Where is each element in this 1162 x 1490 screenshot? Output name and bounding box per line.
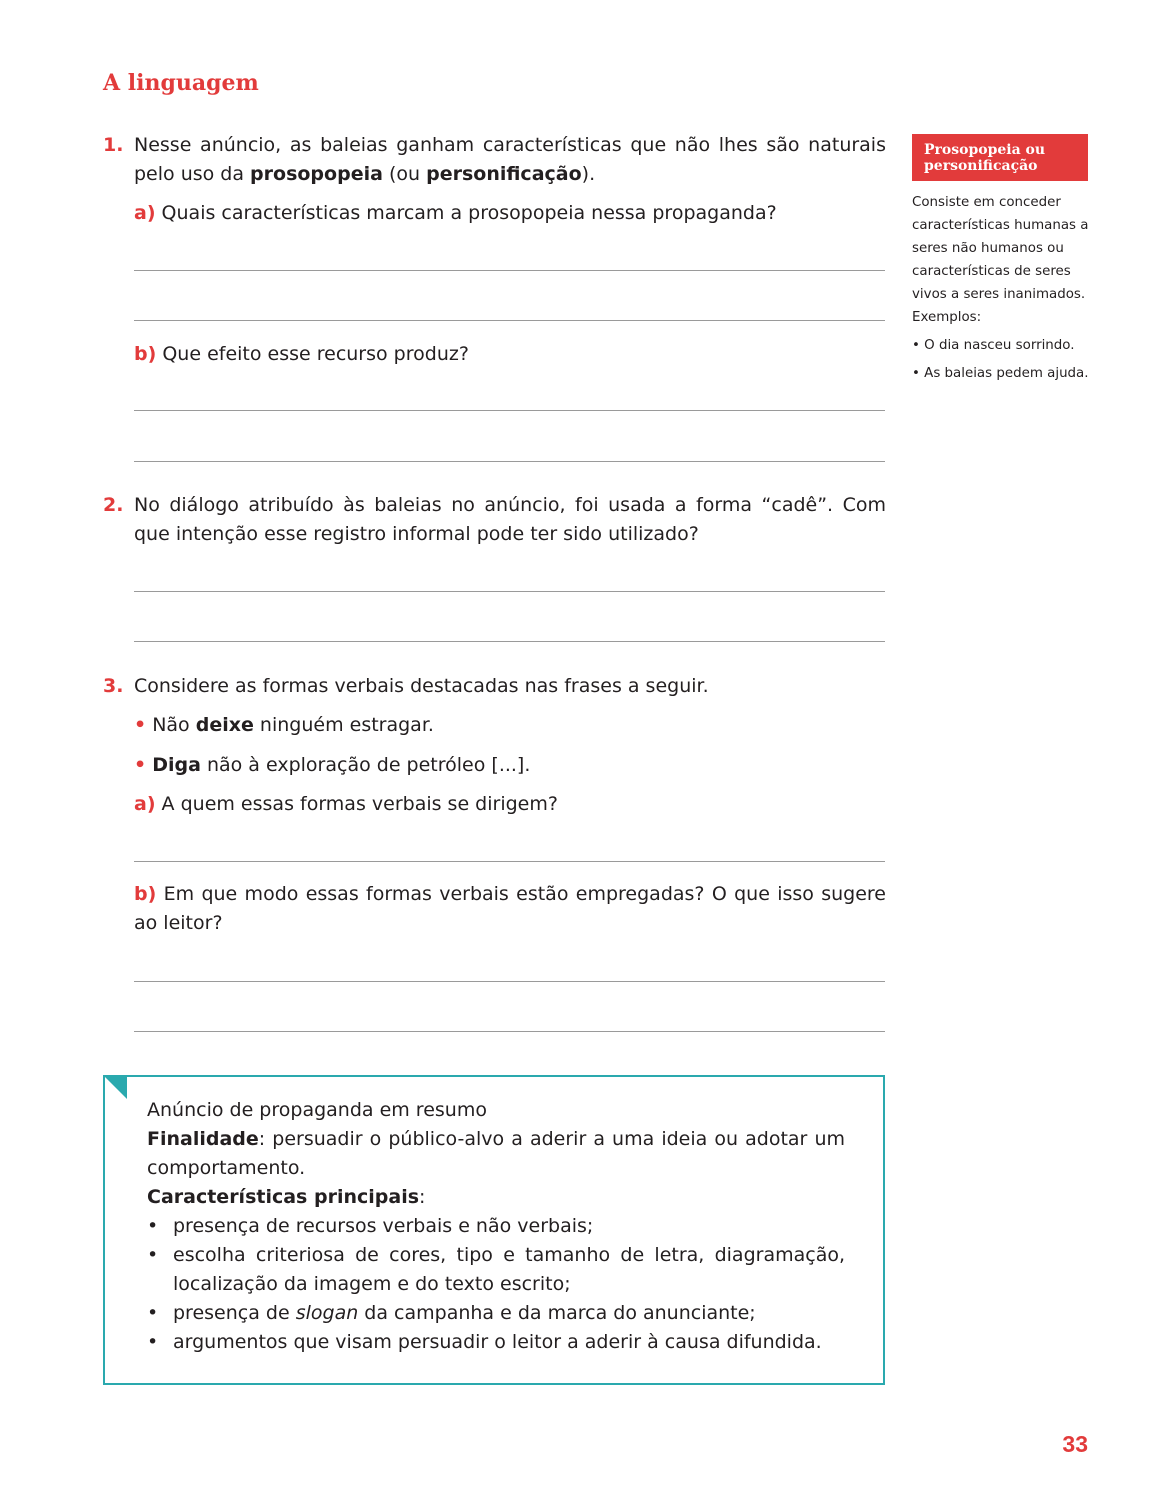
section-title: A linguagem bbox=[103, 70, 259, 96]
summary-title: Anúncio de propaganda em resumo bbox=[147, 1099, 487, 1121]
text-segment: não à exploração de petróleo [...]. bbox=[200, 754, 531, 776]
answer-line[interactable] bbox=[134, 461, 885, 462]
text-segment: Não bbox=[152, 714, 196, 736]
list-item bbox=[147, 1299, 845, 1328]
list-item: • argumentos que visam persuadir o leitor a aderir à causa difundida. bbox=[147, 1328, 845, 1357]
question-text: Considere as formas verbais destacadas nas frases a seguir. bbox=[134, 675, 709, 697]
glossary-body bbox=[912, 191, 1094, 385]
answer-line[interactable] bbox=[134, 861, 885, 862]
glossary-example: • O dia nasceu sorrindo. bbox=[912, 338, 1075, 353]
subquestion-a bbox=[134, 199, 886, 228]
question-number: 3. bbox=[103, 675, 124, 697]
text-segment: presença de bbox=[173, 1302, 296, 1324]
question-text bbox=[134, 131, 886, 189]
example-sentence-1 bbox=[134, 711, 886, 740]
subquestion-letter: b) bbox=[134, 343, 157, 365]
text-segment: Nesse anúncio, as baleias ganham características que não lhes são naturais pelo uso da bbox=[134, 134, 886, 185]
text-segment: : bbox=[419, 1186, 426, 1208]
summary-purpose bbox=[147, 1125, 845, 1183]
keyword: deixe bbox=[195, 714, 254, 736]
subquestion-text: Quais características marcam a prosopopeia nessa propaganda? bbox=[155, 202, 777, 224]
page-number: 33 bbox=[1062, 1431, 1088, 1457]
text-segment: da campanha e da marca do anunciante; bbox=[358, 1302, 756, 1324]
features-list bbox=[147, 1212, 845, 1357]
example-sentence-2 bbox=[134, 751, 886, 780]
summary-box bbox=[103, 1075, 885, 1385]
list-item: • presença de recursos verbais e não verbais; bbox=[147, 1212, 845, 1241]
subquestion-letter: a) bbox=[134, 202, 156, 224]
keyword: Diga bbox=[152, 754, 201, 776]
subquestion-letter: b) bbox=[134, 883, 157, 905]
text-segment: (ou bbox=[382, 163, 427, 185]
subquestion-b bbox=[134, 880, 886, 938]
text-segment: ninguém estragar. bbox=[253, 714, 434, 736]
summary-features-heading bbox=[147, 1183, 845, 1212]
subquestion-letter: a) bbox=[134, 793, 156, 815]
subquestion-a bbox=[134, 790, 886, 819]
answer-line[interactable] bbox=[134, 270, 885, 271]
features-label: Características principais bbox=[147, 1186, 420, 1208]
subquestion-text: Em que modo essas formas verbais estão empregadas? O que isso sugere ao leitor? bbox=[134, 883, 886, 934]
answer-line[interactable] bbox=[134, 641, 885, 642]
answer-line[interactable] bbox=[134, 1031, 885, 1032]
corner-decoration bbox=[103, 1075, 127, 1099]
answer-line[interactable] bbox=[134, 320, 885, 321]
question-number: 1. bbox=[103, 134, 124, 156]
glossary-heading: Prosopopeia ou personificação bbox=[912, 134, 1088, 181]
subquestion-text: A quem essas formas verbais se dirigem? bbox=[155, 793, 558, 815]
list-item: • escolha criteriosa de cores, tipo e tamanho de letra, diagramação, localização da imagem e do texto escrito; bbox=[147, 1241, 845, 1299]
emphasis: slogan bbox=[295, 1302, 359, 1324]
glossary-definition: Consiste em conceder características humanas a seres não humanos ou características de seres vivos a seres inanimados. Exemplos: bbox=[912, 195, 1089, 325]
answer-line[interactable] bbox=[134, 591, 885, 592]
subquestion-b bbox=[134, 340, 886, 369]
bullet: • bbox=[134, 754, 147, 776]
question-text: No diálogo atribuído às baleias no anúncio, foi usada a forma “cadê”. Com que intenção esse registro informal pode ter sido utilizado? bbox=[134, 494, 886, 545]
question-number: 2. bbox=[103, 494, 124, 516]
purpose-text: : persuadir o público-alvo a aderir a uma ideia ou adotar um comportamento. bbox=[147, 1128, 845, 1179]
answer-line[interactable] bbox=[134, 410, 885, 411]
bullet: • bbox=[134, 714, 147, 736]
keyword: personificação bbox=[426, 163, 582, 185]
answer-line[interactable] bbox=[134, 981, 885, 982]
text-segment: ). bbox=[581, 163, 596, 185]
purpose-label: Finalidade bbox=[147, 1128, 259, 1150]
keyword: prosopopeia bbox=[250, 163, 383, 185]
subquestion-text: Que efeito esse recurso produz? bbox=[156, 343, 469, 365]
glossary-example: • As baleias pedem ajuda. bbox=[912, 366, 1089, 381]
